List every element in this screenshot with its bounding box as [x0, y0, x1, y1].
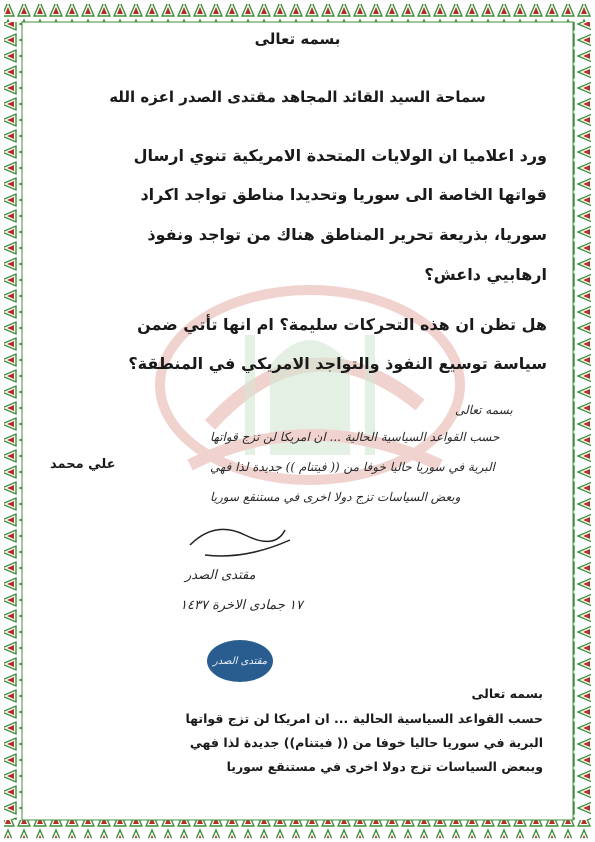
signature-date: ١٧ جمادى الاخرة ١٤٣٧: [180, 598, 303, 613]
handwritten-line: حسب القواعد السياسية الحالية ... ان امريكا لن تزج قواتها: [210, 430, 500, 444]
letter-body-line: ارهابيي داعش؟: [424, 265, 547, 284]
signature-name: مقتدى الصدر: [185, 568, 256, 583]
sender-name: علي محمد: [50, 457, 116, 472]
handwritten-line: البرية في سوريا حاليا خوفا من (( فيتنام )) جديدة لذا فهي: [210, 460, 495, 474]
letter-question-line: سياسة توسيع النفوذ والتواجد الامريكي في المنطقة؟: [128, 354, 547, 373]
letter-body-line: ورد اعلاميا ان الولايات المتحدة الامريكية تنوي ارسال: [133, 146, 547, 165]
typed-heading: بسمه تعالى: [471, 686, 543, 701]
letter-heading: بسمه تعالى: [254, 30, 341, 48]
stamp-text: مقتدى الصدر: [212, 655, 268, 667]
letter-body-line: سوريا، بذريعة تحرير المناطق هناك من تواجد ونفوذ: [147, 225, 547, 244]
letter-addressee: سماحة السيد القائد المجاهد مقتدى الصدر اعزه الله: [109, 88, 486, 106]
letter-question-line: هل تظن ان هذه التحركات سليمة؟ ام انها تأتي ضمن: [137, 315, 547, 334]
typed-line: وببعض السياسات تزج دولا اخرى في مستنقع سوريا: [226, 759, 543, 774]
signature-scribble: [185, 515, 295, 565]
handwritten-line: وبعض السياسات تزج دولا اخرى في مستنقع سوريا: [210, 490, 461, 504]
official-stamp: [207, 640, 273, 682]
typed-line: حسب القواعد السياسية الحالية ... ان امريكا لن تزج قواتها: [185, 711, 543, 726]
handwritten-heading: بسمه تعالى: [455, 403, 513, 417]
typed-line: البرية في سوريا حاليا خوفا من (( فيتنام)) جديدة لذا فهي: [189, 735, 543, 750]
watermark-emblem: [150, 255, 470, 495]
letter-body-line: قواتها الخاصة الى سوريا وتحديدا مناطق تواجد اكراد: [140, 185, 547, 204]
